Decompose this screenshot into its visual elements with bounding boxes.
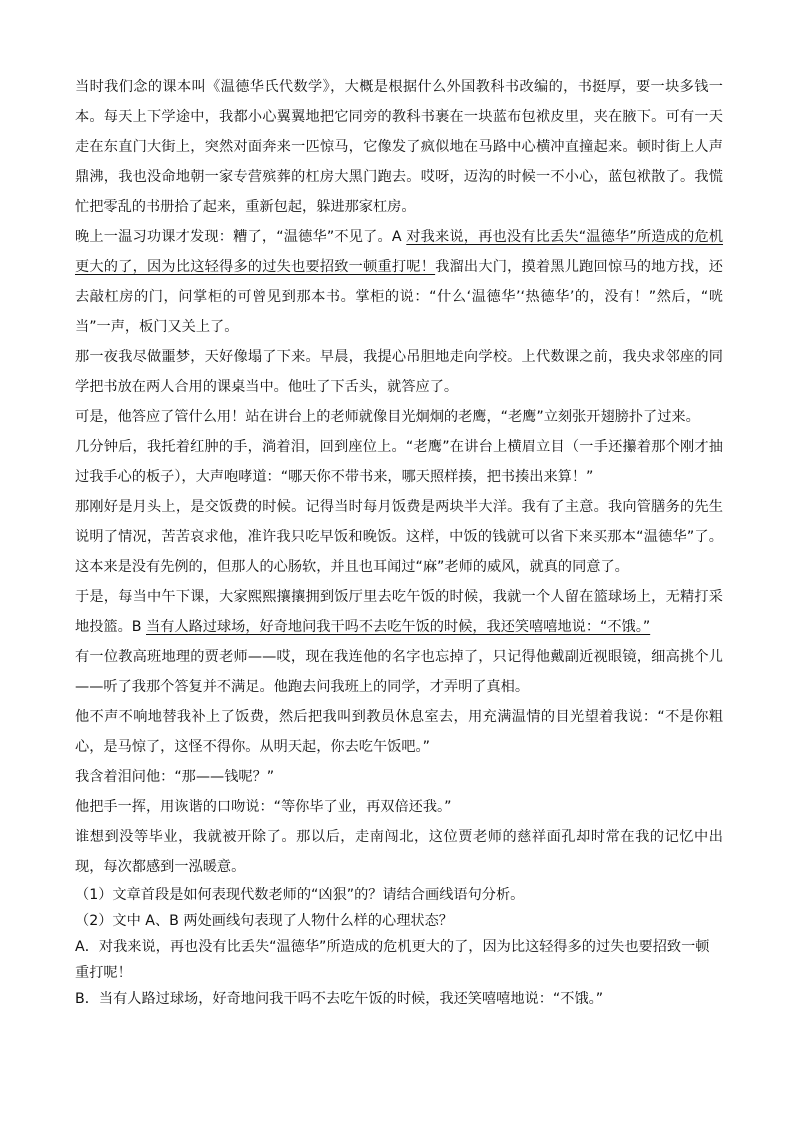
question-2-item-a: A．对我来说，再也没有比丢失“温德华”所造成的危机更大的了，因为比这轻得多的过失也要招致一顿重打呢！ bbox=[75, 939, 710, 981]
document-page bbox=[75, 72, 723, 1012]
paragraph-text: 于是，每当中午下课，大家熙熙攘攘拥到饭厅里去吃午饭的时候，我就一个人留在篮球场上，无精打采地投篮。B bbox=[75, 589, 723, 635]
story-paragraph-6: 那刚好是月头上，是交饭费的时候。记得当时每月饭费是两块半大洋。我有了主意。我向管膳务的先生说明了情况，苦苦哀求他，准许我只吃早饭和晚饭。这样，中饭的钱就可以省下来买那本“温德华”了。这本来是没有先例的，但那人的心肠软，并且也耳闻过“麻”老师的威风，就真的同意了。 bbox=[75, 499, 723, 575]
story-paragraph-8: 有一位教高班地理的贾老师——哎，现在我连他的名字也忘掉了，只记得他戴副近视眼镜，细高挑个儿——听了我那个答复并不满足。他跑去问我班上的同学，才弄明了真相。 bbox=[75, 649, 723, 695]
story-paragraph-12: 谁想到没等毕业，我就被开除了。那以后，走南闯北，这位贾老师的慈祥面孔却时常在我的记忆中出现，每次都感到一泓暖意。 bbox=[75, 829, 723, 875]
story-paragraph-2 bbox=[75, 222, 723, 342]
underlined-sentence-a: 对我来说，再也没有比丢失“温德华”所造成的危机更大的了，因为比这轻得多的过失也要招致一顿重打呢！ bbox=[75, 229, 724, 275]
story-paragraph-11: 他把手一挥，用诙谐的口吻说：“等你毕了业，再双倍还我。” bbox=[75, 799, 452, 815]
question-2: （2）文中 A、B 两处画线句表现了人物什么样的心理状态？ bbox=[75, 913, 453, 929]
paragraph-text: 我溜出大门，摸着黑儿跑回惊马的地方找，还去敲杠房的门，问掌柜的可曾见到那本书。掌柜的说：“什么‘温德华’‘热德华’的，没有！”然后，“咣当”一声，板门又关上了。 bbox=[75, 259, 723, 335]
story-paragraph-7 bbox=[75, 582, 723, 642]
paragraph-text: 晚上一温习功课才发现：糟了，“温德华”不见了。A bbox=[75, 229, 407, 245]
underlined-sentence-b: 当有人路过球场，好奇地问我干吗不去吃午饭的时候，我还笑嘻嘻地说：“不饿。” bbox=[146, 619, 651, 635]
story-paragraph-3: 那一夜我尽做噩梦，天好像塌了下来。早晨，我提心吊胆地走向学校。上代数课之前，我央求邻座的同学把书放在两人合用的课桌当中。他吐了下舌头，就答应了。 bbox=[75, 349, 723, 395]
question-2-item-b: B．当有人路过球场，好奇地问我干吗不去吃午饭的时候，我还笑嘻嘻地说：“不饿。” bbox=[75, 991, 604, 1007]
story-paragraph-5: 几分钟后，我托着红肿的手，淌着泪，回到座位上。“老鹰”在讲台上横眉立目（一手还攥着那个刚才抽过我手心的板子），大声咆哮道：“哪天你不带书来，哪天照样揍，把书揍出来算！” bbox=[75, 439, 723, 485]
story-paragraph-9: 他不声不响地替我补上了饭费，然后把我叫到教员休息室去，用充满温情的目光望着我说：“不是你粗心，是马惊了，这怪不得你。从明天起，你去吃午饭吧。” bbox=[75, 709, 723, 755]
question-1: （1）文章首段是如何表现代数老师的“凶狠”的？请结合画线语句分析。 bbox=[75, 887, 525, 903]
story-paragraph-4: 可是，他答应了管什么用！站在讲台上的老师就像目光炯炯的老鹰，“老鹰”立刻张开翅膀扑了过来。 bbox=[75, 409, 700, 425]
story-paragraph-10: 我含着泪问他：“那——钱呢？” bbox=[75, 769, 275, 785]
story-paragraph-1: 当时我们念的课本叫《温德华氏代数学》，大概是根据什么外国教科书改编的，书挺厚，要一块多钱一本。每天上下学途中，我都小心翼翼地把它同旁的教科书裹在一块蓝布包袱皮里，夹在腋下。可有一天走在东直门大街上，突然对面奔来一匹惊马，它像发了疯似地在马路中心横冲直撞起来。顿时街上人声鼎沸，我也没命地朝一家专营殡葬的杠房大黑门跑去。哎呀，迈沟的时候一不小心，蓝包袱散了。我慌忙把零乱的书册拾了起来，重新包起，躲进那家杠房。 bbox=[75, 79, 723, 215]
